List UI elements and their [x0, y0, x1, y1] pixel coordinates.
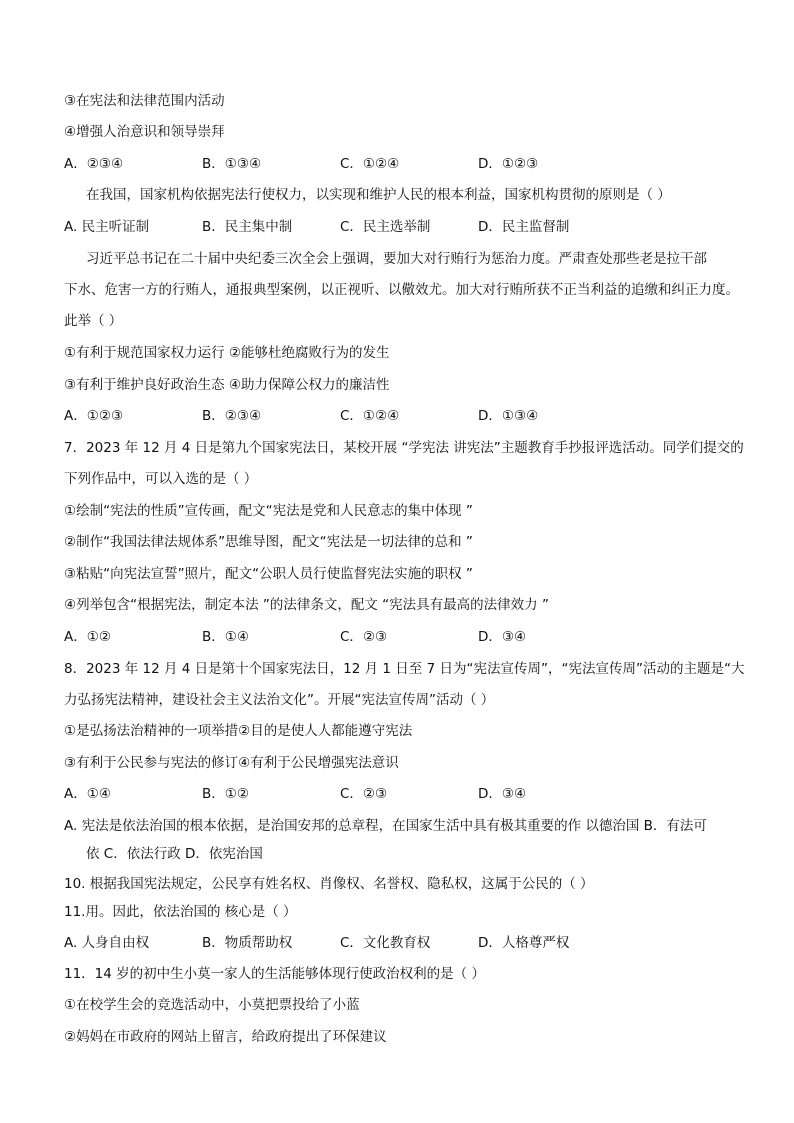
option-a: A. 人身自由权 — [64, 935, 150, 951]
text-line: ②制作“我国法律法规体系”思维导图，配文“宪法是一切法律的总和 ” — [64, 534, 473, 550]
question-text: 11．14 岁的初中生小莫一家人的生活能够体现行使政治权利的是（ ） — [64, 966, 485, 982]
option-d: D．人格尊严权 — [478, 935, 570, 951]
option-d: D．①②③ — [478, 156, 539, 172]
text-line: ③在宪法和法律范围内活动 — [64, 93, 225, 109]
option-b: B．②③④ — [202, 408, 262, 424]
option-d: D．民主监督制 — [478, 219, 570, 235]
option-a: A．①②③ — [64, 408, 124, 424]
option-b: B．①③④ — [202, 156, 262, 172]
question-text: 下水、危害一方的行贿人，通报典型案例，以正视听、以儆效尤。加大对行贿所获不正当利益的追缴和纠正力度。 — [64, 282, 739, 298]
text-line: 依 C．依法行政 D．依宪治国 — [86, 846, 263, 862]
option-c: C．②③ — [340, 786, 388, 802]
option-a: A. 民主听证制 — [64, 219, 150, 235]
text-line: ③有利于公民参与宪法的修订④有利于公民增强宪法意识 — [64, 755, 399, 771]
question-text: 此举（ ） — [64, 313, 123, 329]
option-b: B．民主集中制 — [202, 219, 293, 235]
question-text: 下列作品中，可以入选的是（ ） — [64, 471, 258, 487]
question-text: A. 宪法是依法治国的根本依据，是治国安邦的总章程，在国家生活中具有极其重要的作 以德治国 B．有法可 — [64, 818, 707, 834]
option-c: C．民主选举制 — [340, 219, 431, 235]
option-a: A．①④ — [64, 786, 111, 802]
text-line: ①是弘扬法治精神的一项举措②目的是使人人都能遵守宪法 — [64, 723, 413, 739]
question-text: 10. 根据我国宪法规定，公民享有姓名权、肖像权、名誉权、隐私权，这属于公民的（ ） — [64, 876, 594, 892]
question-text: 11.用。因此，依法治国的 核心是（ ） — [64, 904, 297, 920]
text-line: ①在校学生会的竞选活动中，小莫把票投给了小蓝 — [64, 997, 360, 1013]
option-c: C．①②④ — [340, 156, 400, 172]
text-line: ①绘制“宪法的性质”宣传画，配文“宪法是党和人民意志的集中体现 ” — [64, 503, 473, 519]
option-a: A．①② — [64, 629, 111, 645]
question-text: 7．2023 年 12 月 4 日是第九个国家宪法日，某校开展 “学宪法 讲宪法”主题教育手抄报评选活动。同学们提交的 — [64, 440, 744, 456]
text-line: ④增强人治意识和领导崇拜 — [64, 124, 225, 140]
option-c: C．②③ — [340, 629, 388, 645]
option-a: A．②③④ — [64, 156, 124, 172]
question-text: 习近平总书记在二十届中央纪委三次全会上强调，要加大对行贿行为惩治力度。严肃查处那些老是拉干部 — [86, 251, 707, 267]
text-line: ③粘贴“向宪法宣誓”照片，配文“公职人员行使监督宪法实施的职权 ” — [64, 566, 473, 582]
question-text: 在我国，国家机构依据宪法行使权力，以实现和维护人民的根本利益，国家机构贯彻的原则是（ ） — [86, 187, 671, 203]
option-d: D．③④ — [478, 786, 527, 802]
option-c: C．文化教育权 — [340, 935, 431, 951]
text-line: ③有利于维护良好政治生态 ④助力保障公权力的廉洁性 — [64, 377, 390, 393]
option-d: D．①③④ — [478, 408, 539, 424]
text-line: ①有利于规范国家权力运行 ②能够杜绝腐败行为的发生 — [64, 345, 390, 361]
text-line: ②妈妈在市政府的网站上留言，给政府提出了环保建议 — [64, 1029, 387, 1045]
option-b: B．①④ — [202, 629, 249, 645]
option-d: D．③④ — [478, 629, 527, 645]
option-c: C．①②④ — [340, 408, 400, 424]
text-line: ④列举包含“根据宪法，制定本法 ”的法律条文，配文 “宪法具有最高的法律效力 ” — [64, 597, 549, 613]
question-text: 力弘扬宪法精神，建设社会主义法治文化”。开展“宪法宣传周”活动（ ） — [64, 692, 495, 708]
question-text: 8．2023 年 12 月 4 日是第十个国家宪法日，12 月 1 日至 7 日为“宪法宣传周”，“宪法宣传周”活动的主题是“大 — [64, 661, 745, 677]
option-b: B．①② — [202, 786, 249, 802]
option-b: B．物质帮助权 — [202, 935, 293, 951]
